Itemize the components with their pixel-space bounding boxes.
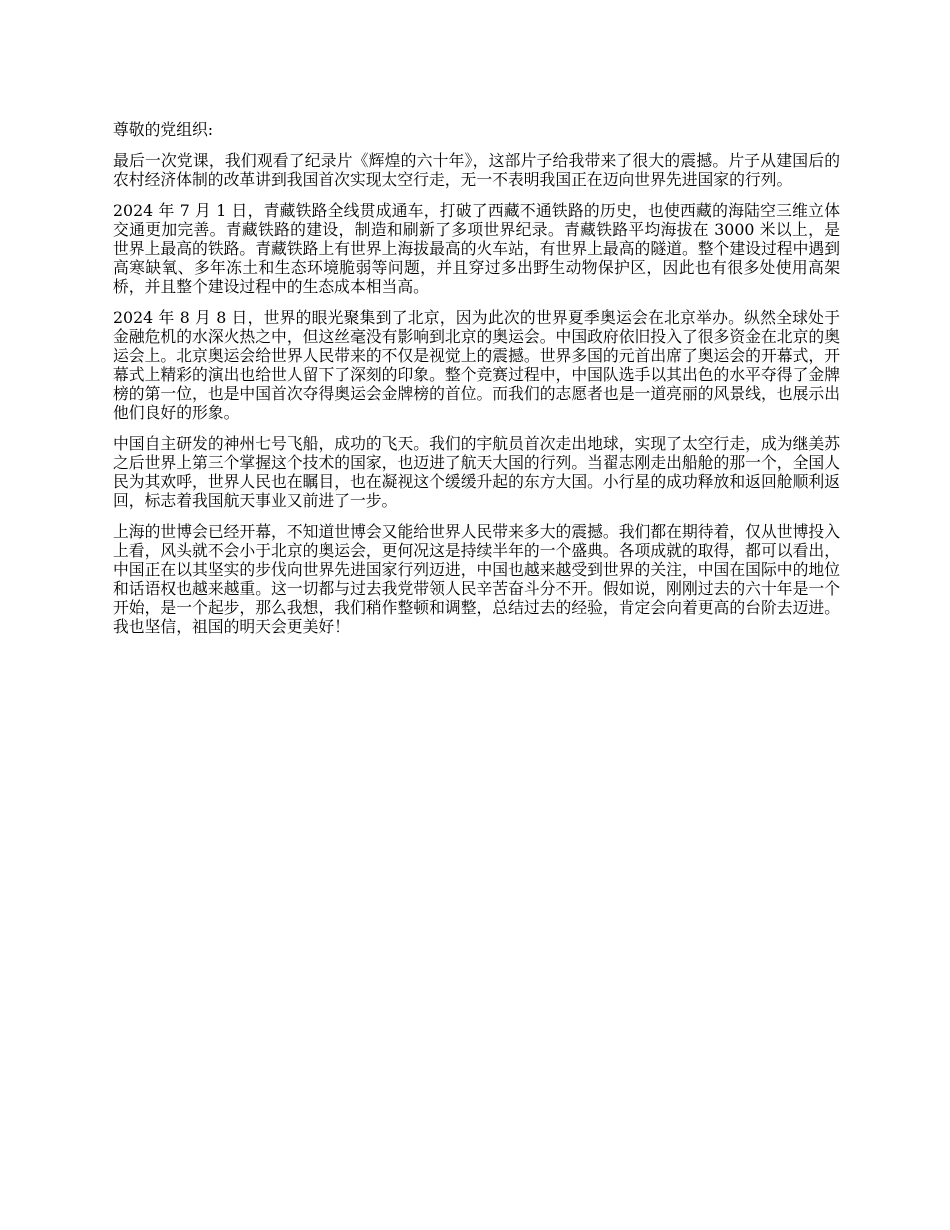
paragraph-intro: 最后一次党课，我们观看了纪录片《辉煌的六十年》，这部片子给我带来了很大的震撼。片子从建国后的农村经济体制的改革讲到我国首次实现太空行走，无一不表明我国正在迈向世界先进国家的行列。 bbox=[113, 151, 840, 189]
paragraph-qinghai-tibet-railway: 2024 年 7 月 1 日，青藏铁路全线贯成通车，打破了西藏不通铁路的历史，也使西藏的海陆空三维立体交通更加完善。青藏铁路的建设，制造和刷新了多项世界纪录。青藏铁路平均海拔在 3000 米以上，是世界上最高的铁路。青藏铁路上有世界上海拔最高的火车站，有世界上最高的隧道。整个建设过程中遇到高寒缺氧、多年冻土和生态环境脆弱等问题，并且穿过多出野生动物保护区，因此也有很多处使用高架桥，并且整个建设过程中的生态成本相当高。 bbox=[113, 201, 840, 296]
salutation: 尊敬的党组织: bbox=[113, 120, 214, 139]
paragraph-shanghai-expo: 上海的世博会已经开幕，不知道世博会又能给世界人民带来多大的震撼。我们都在期待着，仅从世博投入上看，风头就不会小于北京的奥运会，更何况这是持续半年的一个盛典。各项成就的取得，都可以看出，中国正在以其坚实的步伐向世界先进国家行列迈进，中国也越来越受到世界的关注，中国在国际中的地位和话语权也越来越重。这一切都与过去我党带领人民辛苦奋斗分不开。假如说，刚刚过去的六十年是一个开始，是一个起步，那么我想，我们稍作整顿和调整，总结过去的经验，肯定会向着更高的台阶去迈进。我也坚信，祖国的明天会更美好！ bbox=[113, 522, 840, 636]
paragraph-beijing-olympics: 2024 年 8 月 8 日，世界的眼光聚集到了北京，因为此次的世界夏季奥运会在北京举办。纵然全球处于金融危机的水深火热之中，但这丝毫没有影响到北京的奥运会。中国政府依旧投入了很多资金在北京的奥运会上。北京奥运会给世界人民带来的不仅是视觉上的震撼。世界多国的元首出席了奥运会的开幕式，开幕式上精彩的演出也给世人留下了深刻的印象。整个竞赛过程中，中国队选手以其出色的水平夺得了金牌榜的第一位，也是中国首次夺得奥运会金牌榜的首位。而我们的志愿者也是一道亮丽的风景线，也展示出他们良好的形象。 bbox=[113, 308, 840, 422]
paragraph-shenzhou-7: 中国自主研发的神州七号飞船，成功的飞天。我们的宇航员首次走出地球，实现了太空行走，成为继美苏之后世界上第三个掌握这个技术的国家，也迈进了航天大国的行列。当翟志刚走出船舱的那一个，全国人民为其欢呼，世界人民也在瞩目，也在凝视这个缓缓升起的东方大国。小行星的成功释放和返回舱顺利返回，标志着我国航天事业又前进了一步。 bbox=[113, 434, 840, 510]
letter-body bbox=[113, 120, 840, 648]
